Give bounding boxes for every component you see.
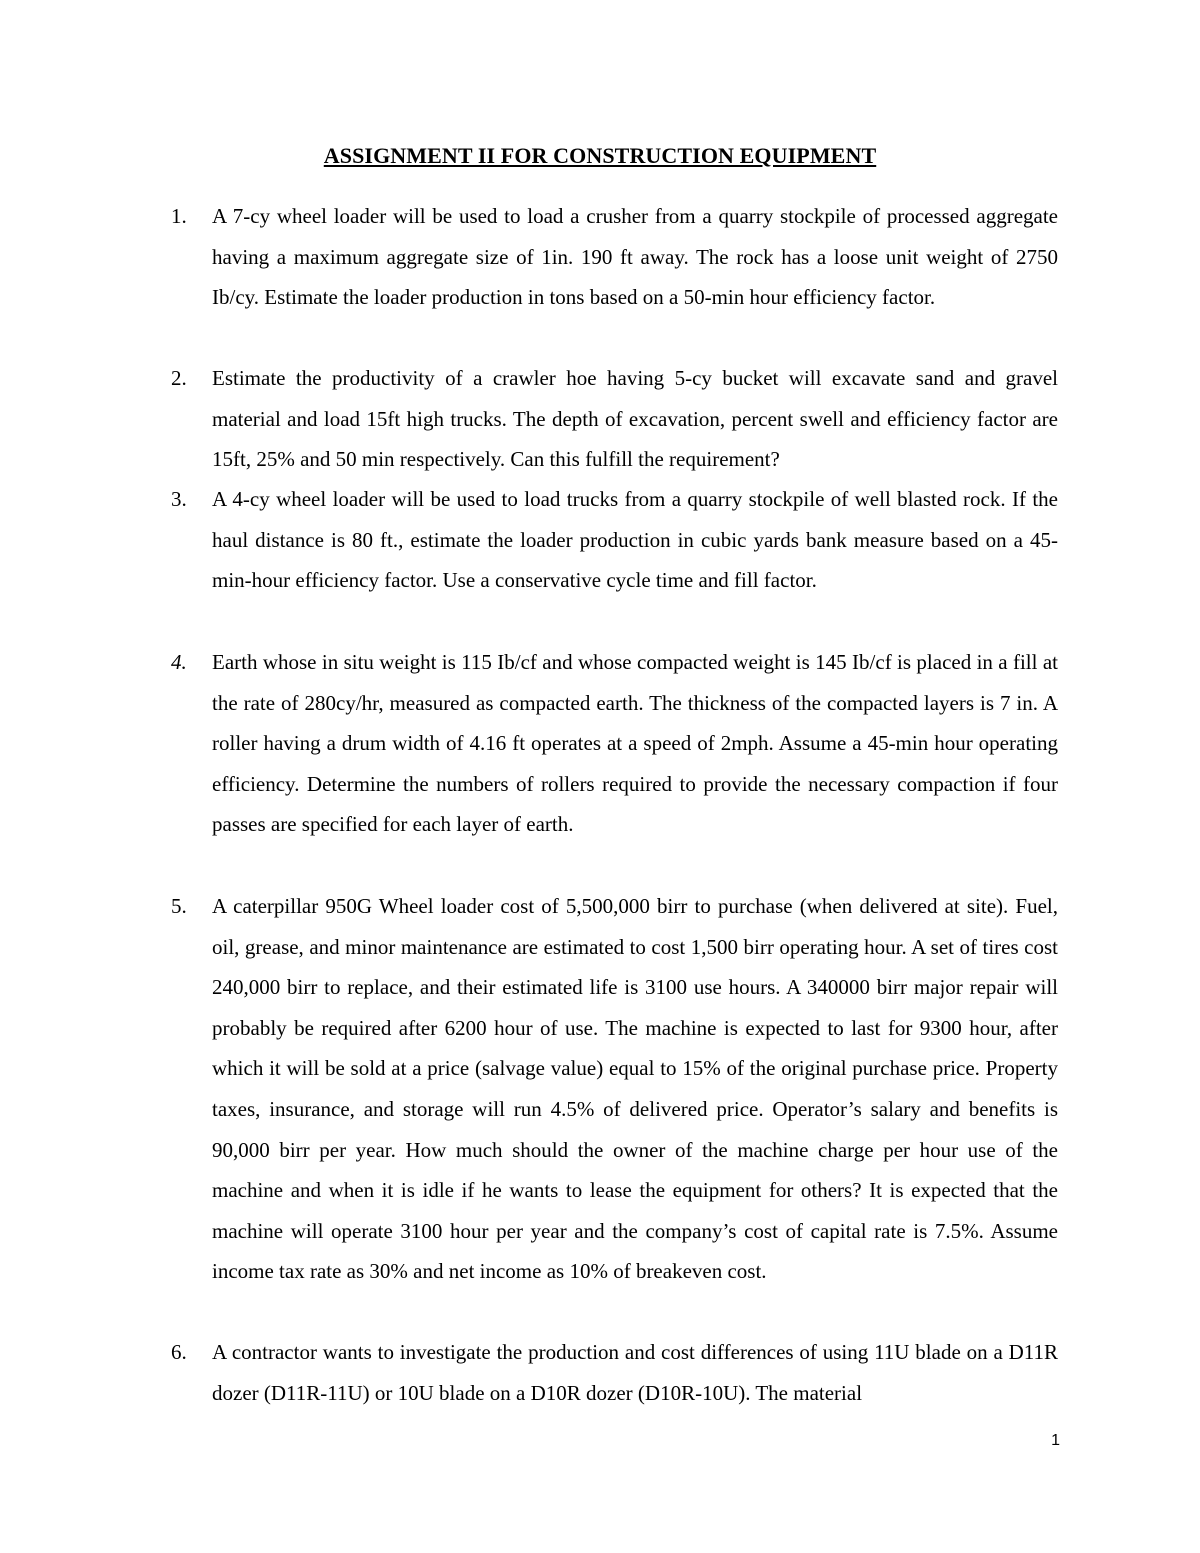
question-number: 1. xyxy=(171,204,187,228)
question-number: 5. xyxy=(171,894,187,918)
document-title: ASSIGNMENT II FOR CONSTRUCTION EQUIPMENT xyxy=(323,143,877,168)
question-text: Estimate the productivity of a crawler hoe having 5-cy bucket will excavate sand and gravel material and load 15ft high trucks. The depth of excavation, percent swell and efficiency factor are 15ft, 25% and 50 min respectively. Can this fulfill the requirement? xyxy=(212,366,1058,472)
question-text: Earth whose in situ weight is 115 Ib/cf and whose compacted weight is 145 Ib/cf is placed in a fill at the rate of 280cy/hr, measured as compacted earth. The thickness of the compacted layers is 7 in. A roller having a drum width of 4.16 ft operates at a speed of 2mph. Assume a 45-min hour operating efficiency. Determine the numbers of rollers required to provide the necessary compaction if four passes are specified for each layer of earth. xyxy=(212,650,1058,837)
question-text: A caterpillar 950G Wheel loader cost of 5,500,000 birr to purchase (when delivered at site). Fuel, oil, grease, and minor maintenance are estimated to cost 1,500 birr operating hour. A set of tires cost 240,000 birr to replace, and their estimated life is 3100 use hours. A 340000 birr major repair will probably be required after 6200 hour of use. The machine is expected to last for 9300 hour, after which it will be sold at a price (salvage value) equal to 15% of the original purchase price. Property taxes, insurance, and storage will run 4.5% of delivered price. Operator’s salary and benefits is 90,000 birr per year. How much should the owner of the machine charge per hour use of the machine and when it is idle if he wants to lease the equipment for others? It is expected that the machine will operate 3100 hour per year and the company’s cost of capital rate is 7.5%. Assume income tax rate as 30% and net income as 10% of breakeven cost. xyxy=(212,894,1058,1284)
question-text: A 4-cy wheel loader will be used to load trucks from a quarry stockpile of well blasted rock. If the haul distance is 80 ft., estimate the loader production in cubic yards bank measure based on a 45-min-hour efficiency factor. Use a conservative cycle time and fill factor. xyxy=(212,487,1058,593)
question-text: A contractor wants to investigate the production and cost differences of using 11U blade on a D11R dozer (D11R-11U) or 10U blade on a D10R dozer (D10R-10U). The material xyxy=(212,1340,1058,1405)
question-number: 6. xyxy=(171,1340,187,1364)
question-text: A 7-cy wheel loader will be used to load a crusher from a quarry stockpile of processed aggregate having a maximum aggregate size of 1in. 190 ft away. The rock has a loose unit weight of 2750 Ib/cy. Estimate the loader production in tons based on a 50-min hour efficiency factor. xyxy=(212,204,1058,310)
page-number: 1 xyxy=(1051,1432,1060,1449)
question-number: 3. xyxy=(171,487,187,511)
question-number: 2. xyxy=(171,366,187,390)
question-number: 4. xyxy=(171,650,187,674)
